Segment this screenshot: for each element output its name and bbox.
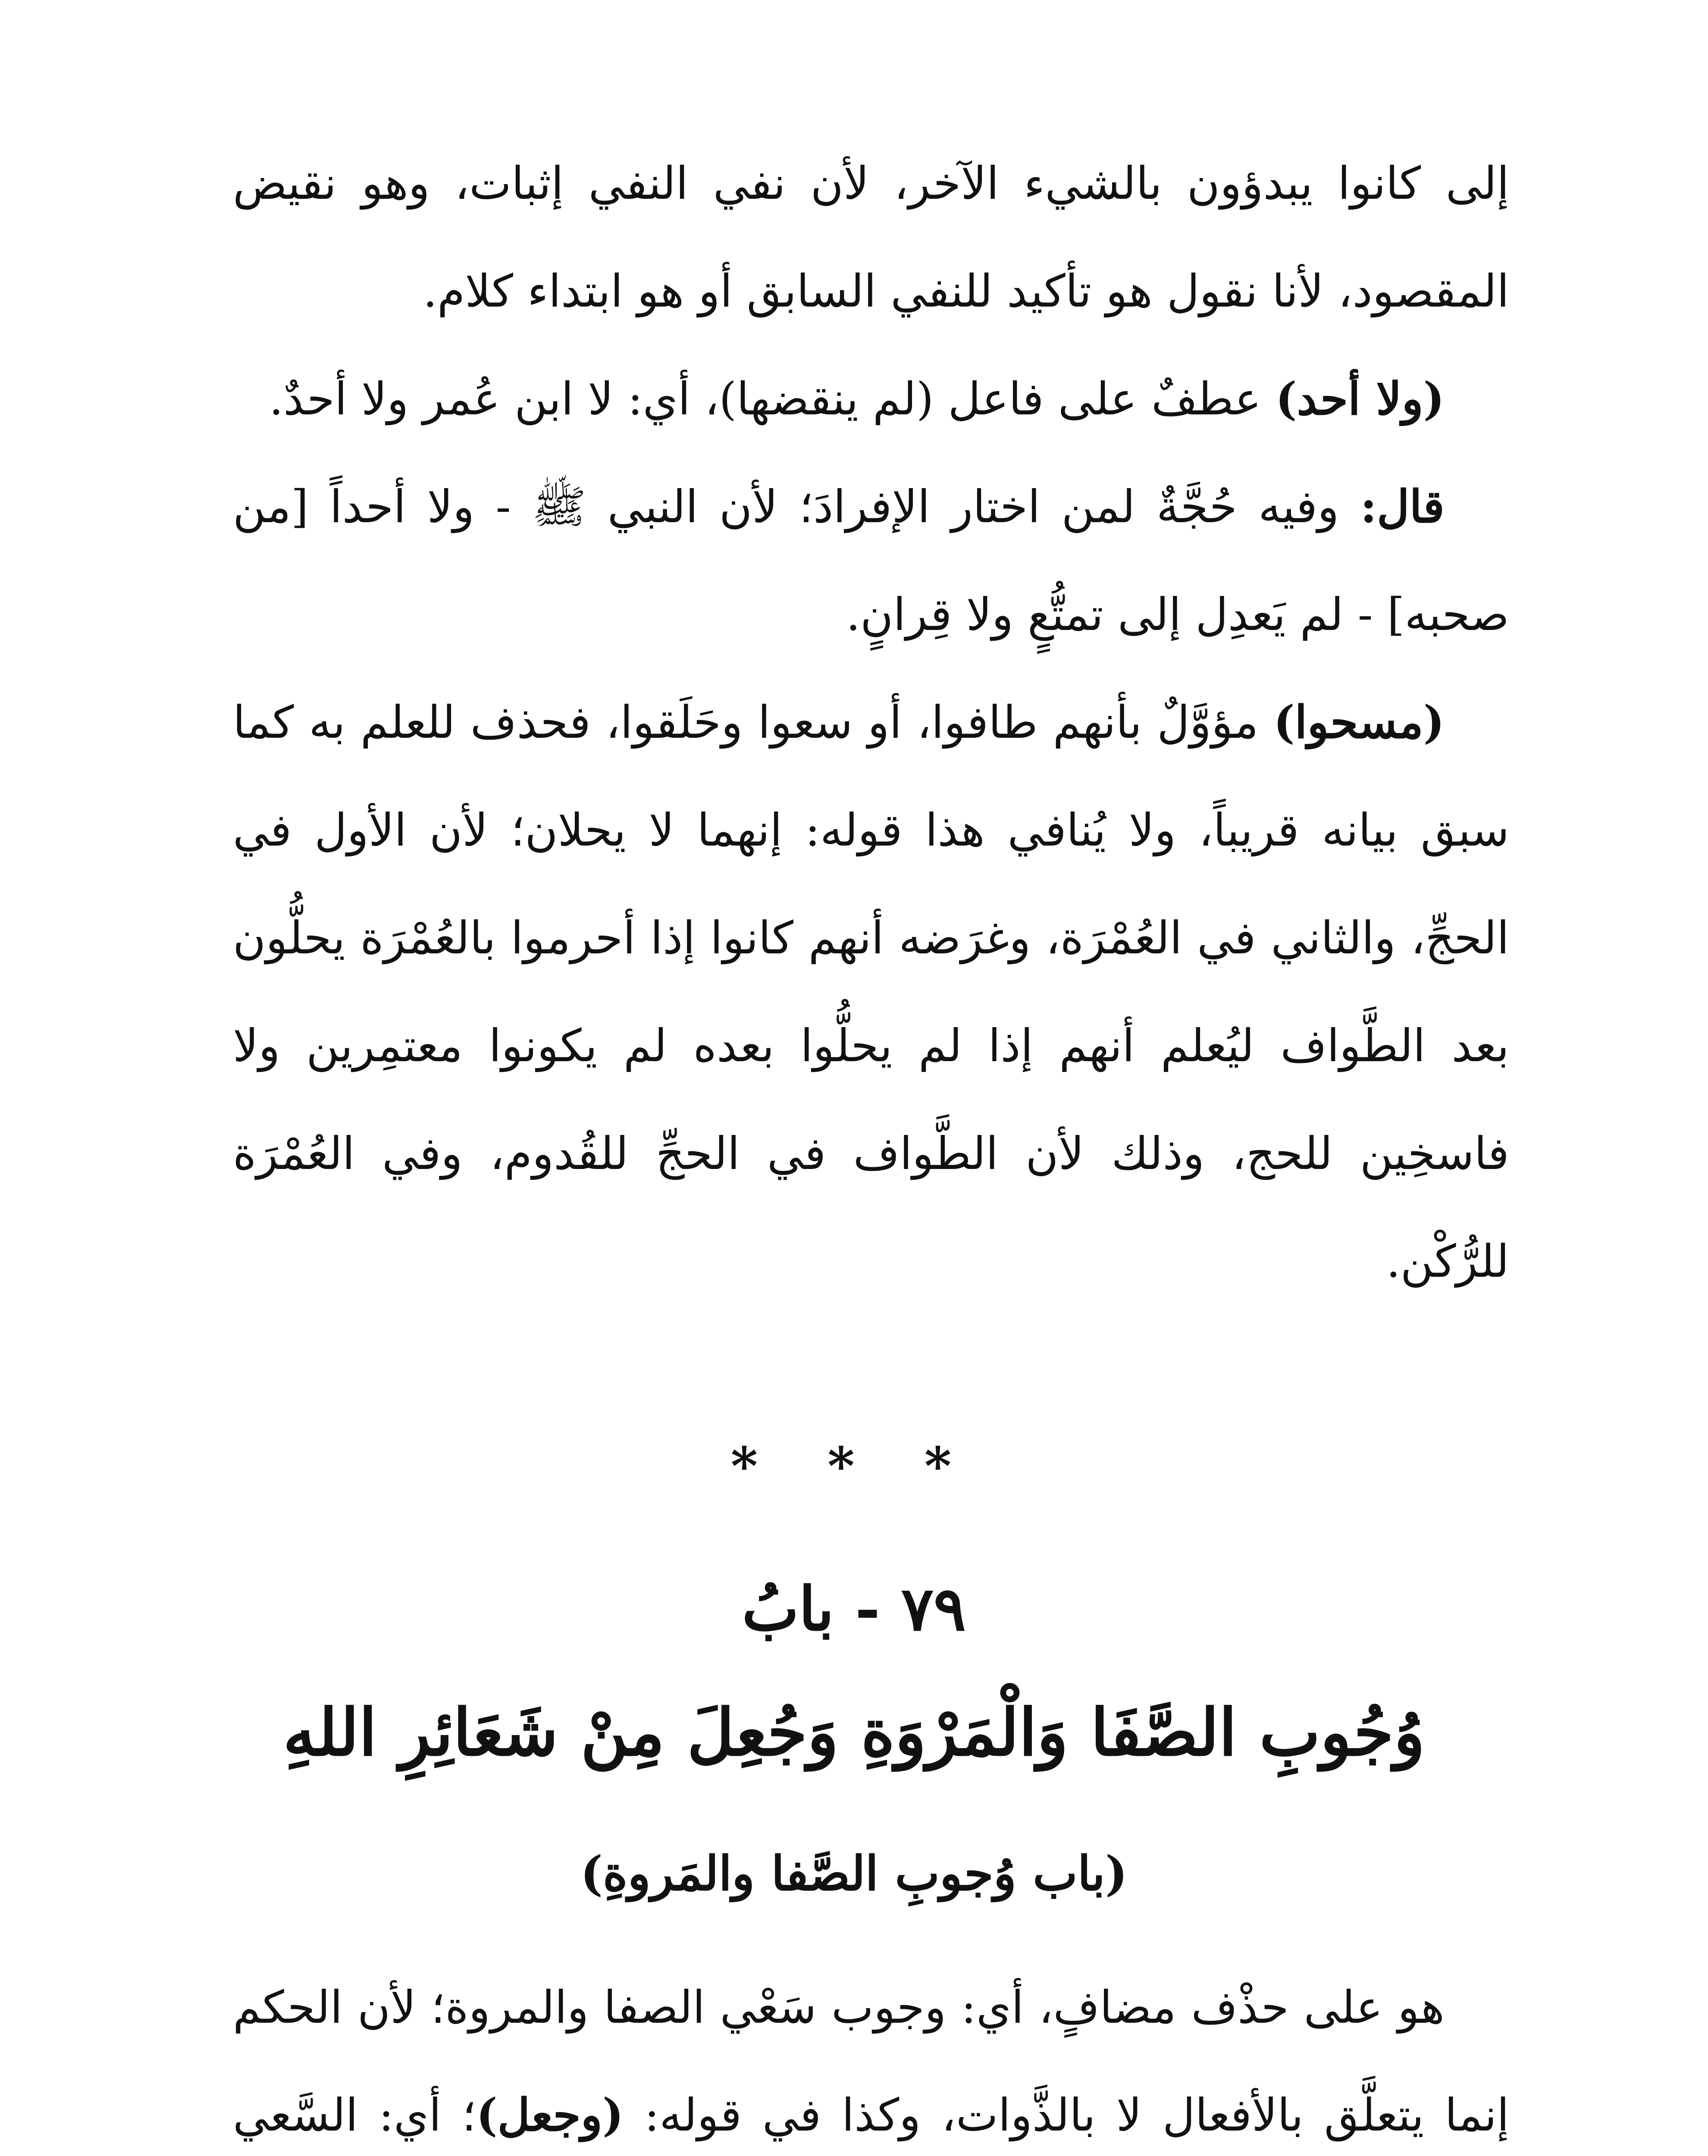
paragraph-1 bbox=[233, 129, 1509, 345]
paragraph-2 bbox=[233, 345, 1509, 453]
paragraph-2-text: عطفٌ على فاعل (لم ينقضها)، أي: لا ابن عُمر ولا أحدٌ. bbox=[269, 373, 1276, 425]
chapter-title: وُجُوبِ الصَّفَا وَالْمَرْوَةِ وَجُعِلَ مِنْ شَعَائِرِ اللهِ bbox=[283, 1695, 1425, 1771]
paragraph-4 bbox=[233, 668, 1509, 1315]
paragraph-5 bbox=[233, 1953, 1509, 2156]
chapter-subtitle: (باب وُجوبِ الصَّفا والمَروةِ) bbox=[580, 1846, 1128, 1901]
paragraph-2-lead: (ولا أحد) bbox=[1276, 372, 1445, 425]
section-separator: * * * bbox=[730, 1436, 978, 1497]
paragraph-1-text: إلى كانوا يبدؤون بالشيء الآخر، لأن نفي النفي إثبات، وهو نقيض المقصود، لأنا نقول هو تأكيد للنفي السابق أو هو ابتداء كلام. bbox=[233, 157, 1509, 317]
paragraph-5-bold: (وجعل) bbox=[476, 2088, 624, 2141]
body-text-bottom bbox=[233, 1953, 1509, 2156]
paragraph-4-text: مؤوَّلٌ بأنهم طافوا، أو سعوا وحَلَقوا، فحذف للعلم به كما سبق بيانه قريباً، ولا يُنافي هذا قوله: إنهما لا يحلان؛ لأن الأول في الحجِّ، والثاني في العُمْرَة، وغرَضه أنهم كانوا إذا أحرموا بالعُمْرَة يحلُّون بعد الطَّواف ليُعلم أنهم إذا لم يحلُّوا بعده لم يكونوا معتمِرين ولا فاسخِين للحج، وذلك لأن الطَّواف في الحجِّ للقُدوم، وفي العُمْرَة للرُّكْن. bbox=[233, 696, 1509, 1288]
body-text-top bbox=[233, 129, 1509, 1315]
paragraph-3-text: وفيه حُجَّةٌ لمن اختار الإفرادَ؛ لأن النبي ﷺ - ولا أحداً [من صحبه] - لم يَعدِل إلى تمتُّعٍ ولا قِرانٍ. bbox=[233, 480, 1509, 641]
chapter-number: ٧٩ - بابُ bbox=[742, 1574, 966, 1645]
paragraph-5-text: هو على حذْف مضافٍ، أي: وجوب سَعْي الصفا والمروة؛ لأن الحكم إنما يتعلَّق بالأفعال لا بالذَّوات، وكذا في قوله: bbox=[233, 1981, 1509, 2141]
paragraph-5-tail: ؛ أي: السَّعي bbox=[233, 2089, 476, 2141]
paragraph-3 bbox=[233, 453, 1509, 668]
paragraph-3-lead: قال: bbox=[1360, 480, 1445, 533]
paragraph-4-lead: (مسحوا) bbox=[1273, 696, 1445, 749]
